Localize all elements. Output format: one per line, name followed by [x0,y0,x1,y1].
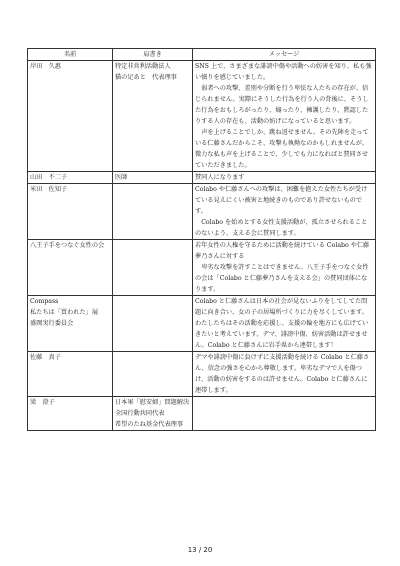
supporter-name: 梁 澄子 [28,397,113,431]
supporter-message [193,172,376,184]
message-paragraph: 卑劣な攻撃を許すことはできません。八王子手をつなぐ女性の会は「Colabo と仁藤夢乃さんを支える会」の賛同団体になります。 [195,264,369,293]
supporter-affiliation: 医師 [113,172,193,184]
supporter-message [193,61,376,172]
supporter-affiliation [113,240,193,296]
supporters-table [27,48,376,431]
table-header-row [28,49,376,61]
supporter-affiliation: 日本軍「慰安婦」問題解決全国行動共同代表 希望のたね基金代表理事 [113,397,193,431]
supporter-name: 米田 佐知子 [28,184,113,240]
table-row [28,296,376,352]
column-header-name: 名前 [28,49,113,61]
table-row [28,240,376,296]
supporter-message [193,240,376,296]
page-number: 13 / 20 [187,546,213,554]
table-row [28,397,376,431]
supporter-message [193,352,376,397]
supporter-name: 八王子手をつなぐ女性の会 [28,240,113,296]
supporter-affiliation [113,352,193,397]
message-paragraph: Colabo や仁藤さんへの攻撃は、困難を抱えた女性たちが受けている見えにくい被害と地続きのものであり許せないものです。 [195,186,368,215]
message-paragraph: Colabo と仁藤さんは日本の社会が見ないふりをしてしてた問題に向き合い、女の子の居場所づくりに力を尽くしています。わたしたちはその活動を応援し、支援の輪を地方にも広げていきたいと考えています。デマ、誹謗中傷、妨害活動は許せません。Colabo と仁藤さんに岩手県から連帯します！ [195,298,369,349]
table-row [28,172,376,184]
supporter-name: 佐藤 真子 [28,352,113,397]
message-paragraph: 若年女性の人権を守るために活動を続けている Colabo や仁藤夢乃さんに対する [195,242,370,260]
supporter-affiliation [113,184,193,240]
supporter-name: Compass 私たちは「買われた」展 盛岡実行委員会 [28,296,113,352]
message-paragraph: Colabo を始めとする女性支援活動が、孤立させられることのないよう、支える会に賛同します。 [195,219,368,237]
message-paragraph: SNS 上で、さまざまな誹謗中傷や活動への妨害を知り、私も強い憤りを感じていました。 [195,63,372,81]
supporter-message [193,184,376,240]
message-paragraph: デマや誹謗中傷に負けずに支援活動を続ける Colabo と仁藤さん、信念の強さを心から尊敬します。卑劣なデマで人を傷つけ、活動の妨害をするのは許せません。Colabo と仁藤さんに連帯します。 [195,354,370,394]
column-header-title: 肩書き [113,49,193,61]
table-row [28,184,376,240]
column-header-message: メッセージ [193,49,376,61]
supporter-affiliation: 特定非営利活動法人 猫の足あと 代表理事 [113,61,193,172]
table-row [28,352,376,397]
supporter-name: 岸田 久惠 [28,61,113,172]
message-paragraph: 声を上げることでしか、跳ね返せません。その先陣を走っている仁藤さんだからこそ、攻撃も執拗なのかもしれませんが、微力な私も声を上げることで、少しでも力になればと賛同させていただきました。 [195,129,369,169]
supporter-name: 山田 不二子 [28,172,113,184]
supporter-affiliation [113,296,193,352]
supporter-message [193,296,376,352]
message-paragraph: 弱者への攻撃、差別や分断を行う卑怯な人たちの存在が、信じられません。実際にそうした行為を行う人の背後に、そうした行為をおもしろがったり、煽ったり、擁護したり、黙認したりする人の存在も、活動の妨げになっていると思います。 [195,85,369,125]
table-row [28,61,376,172]
supporter-message [193,397,376,431]
message-paragraph: 賛同人になります [195,174,245,181]
